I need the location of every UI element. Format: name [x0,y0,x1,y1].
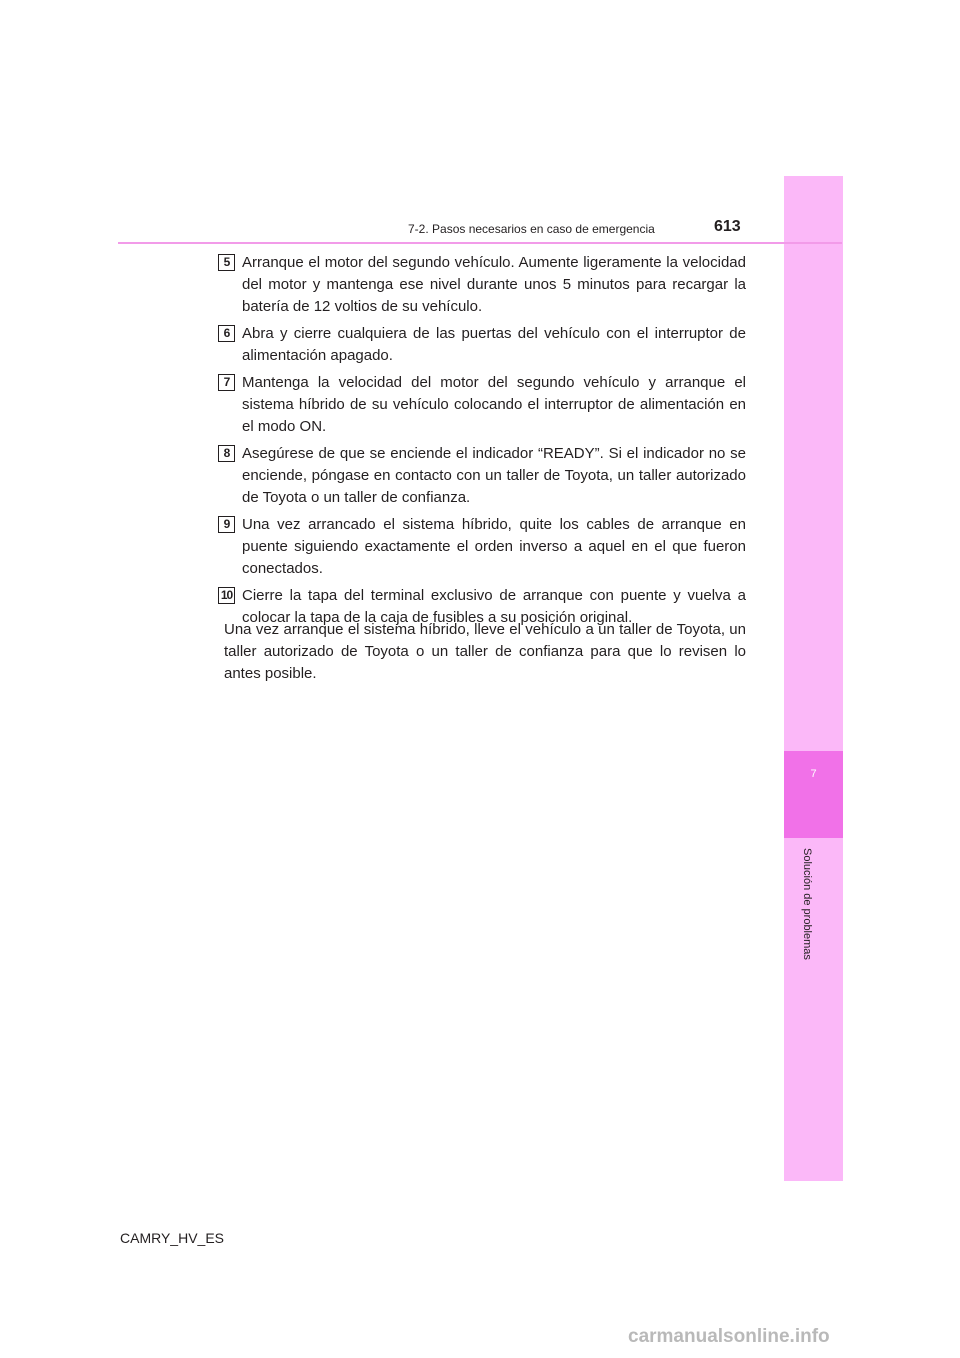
document-code: CAMRY_HV_ES [120,1230,225,1246]
step-text: Abra y cierre cualquiera de las puertas del vehículo con el interruptor de alimentación apagado. [242,325,746,364]
section-title: 7-2. Pasos necesarios en caso de emergencia [408,222,655,236]
step-number-badge: 6 [218,325,235,342]
step-number-badge: 8 [218,445,235,462]
step-text: Cierre la tapa del terminal exclusivo de arranque con puente y vuelva a colocar la tapa de la caja de fusibles a su posición original. [242,587,746,626]
step-text: Mantenga la velocidad del motor del segundo vehículo y arranque el sistema híbrido de su vehículo colocando el interruptor de alimentación en el modo ON. [242,374,746,435]
chapter-tab-highlight [784,751,843,838]
procedure-steps [218,252,746,634]
step-item [218,252,746,318]
step-item [218,323,746,367]
step-item [218,514,746,580]
step-item [218,443,746,509]
step-item [218,372,746,438]
chapter-side-tab [784,176,843,1181]
step-text: Arranque el motor del segundo vehículo. Aumente ligeramente la velocidad del motor y mantenga ese nivel durante unos 5 minutos para recargar la batería de 12 voltios de su vehículo. [242,254,746,315]
chapter-title: Solución de problemas [801,848,813,960]
step-number-badge: 10 [218,587,235,604]
step-number-badge: 7 [218,374,235,391]
step-text: Asegúrese de que se enciende el indicador “READY”. Si el indicador no se enciende, póngase en contacto con un taller de Toyota, un taller autorizado de Toyota o un taller de confianza. [242,445,746,506]
closing-note: Una vez arranque el sistema híbrido, lleve el vehículo a un taller de Toyota, un taller autorizado de Toyota o un taller de confianza para que lo revisen lo antes posible. [224,621,746,682]
chapter-number: 7 [810,768,817,780]
page-number: 613 [714,218,741,235]
step-number-badge: 9 [218,516,235,533]
step-number-badge: 5 [218,254,235,271]
site-watermark: carmanualsonline.info [628,1326,830,1347]
header-divider [118,242,842,244]
step-text: Una vez arrancado el sistema híbrido, quite los cables de arranque en puente siguiendo exactamente el orden inverso a aquel en el que fueron conectados. [242,516,746,577]
